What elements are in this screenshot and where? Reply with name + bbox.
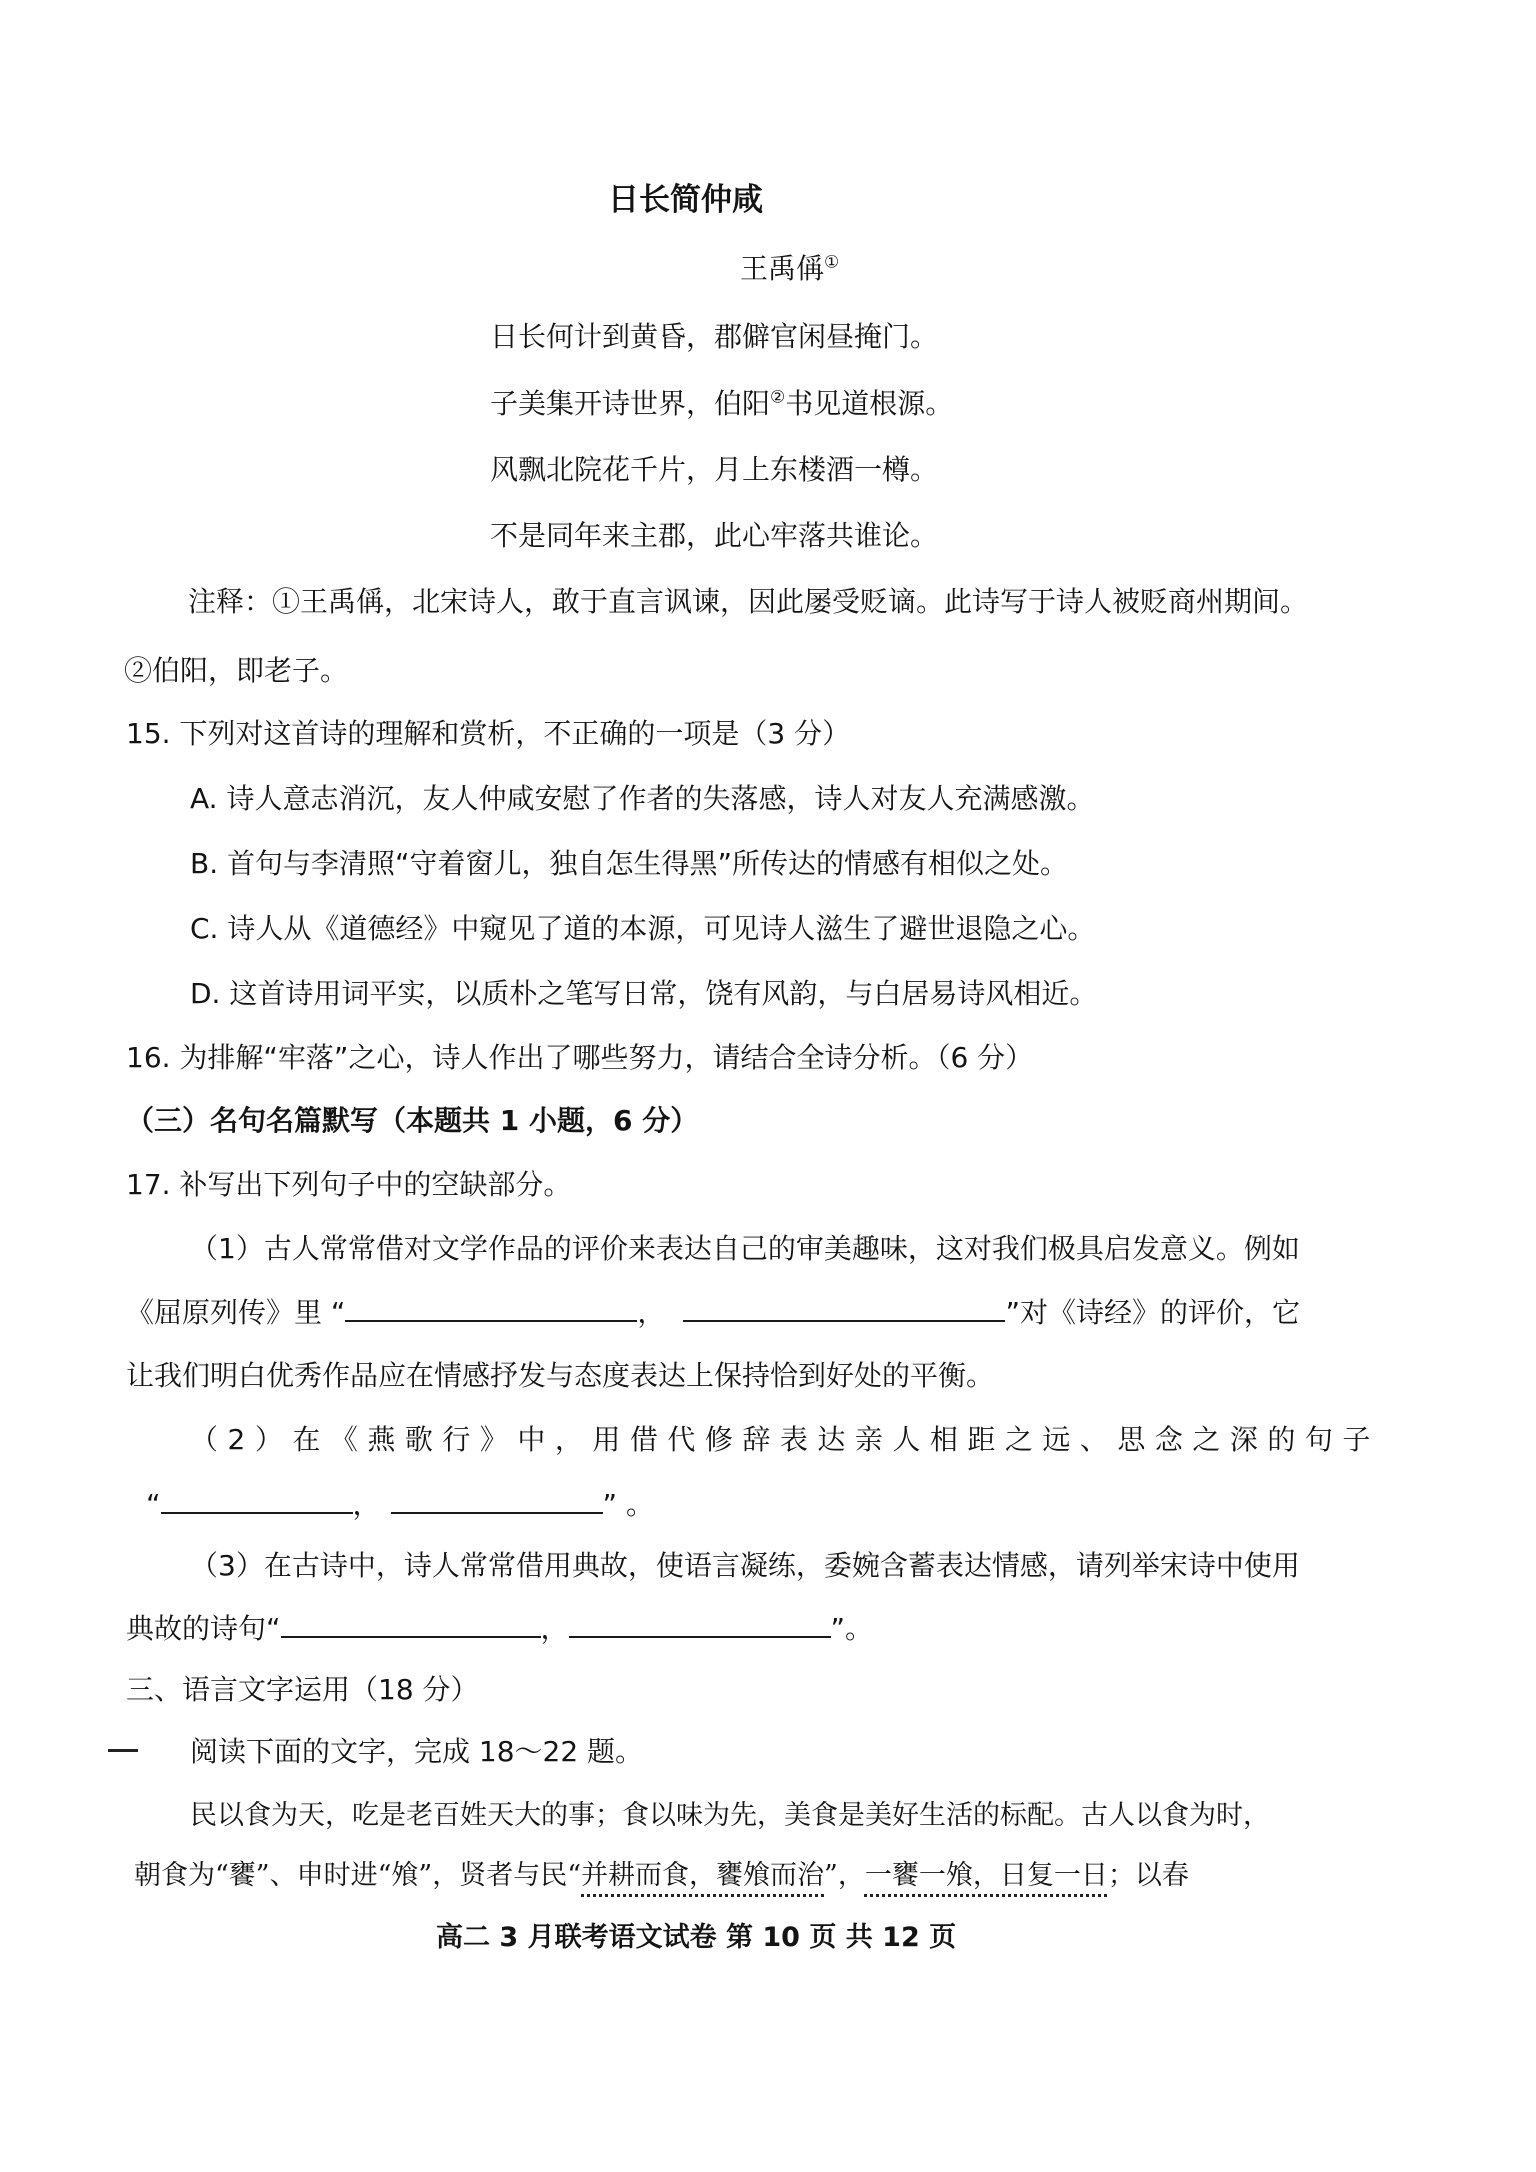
q17-p3-text-c: ”。 (830, 1612, 874, 1645)
q17-p2-text-c: ” 。 (602, 1488, 654, 1521)
q17-p3-text-a: 典故的诗句“ (126, 1612, 281, 1645)
notes-line-1: 注释：①王禹偁，北宋诗人，敢于直言讽谏，因此屡受贬谪。此诗写于诗人被贬商州期间。 (188, 585, 1309, 618)
q17-p3-text-b: ， (540, 1612, 569, 1645)
q17-p2-text-b: ， (352, 1488, 381, 1521)
poem-line-2-a: 子美集开诗世界，伯阳 (490, 387, 771, 420)
q17-p1-text-a: 《屈原列传》里 “ (126, 1296, 346, 1329)
q15-option-b: B. 首句与李清照“守着窗儿，独自怎生得黑”所传达的情感有相似之处。 (190, 847, 1069, 880)
part-3-heading: 三、语言文字运用（18 分） (126, 1673, 479, 1706)
poem-line-2 (490, 384, 953, 424)
q17-p2-line-1: （2）在《燕歌行》中，用借代修辞表达亲人相距之远、思念之深的句子 (190, 1423, 1380, 1456)
poem-line-2-mark: ② (770, 387, 786, 408)
q17-p1-line-2 (126, 1292, 1300, 1333)
q17-p3-line-2 (126, 1608, 873, 1649)
q17-p1-text-c: ”对《诗经》的评价，它 (1005, 1296, 1300, 1329)
q17-p3-blank-1[interactable] (281, 1608, 541, 1638)
q17-p2-blank-2[interactable] (391, 1484, 603, 1514)
q16-stem: 16. 为排解“牢落”之心，诗人作出了哪些努力，请结合全诗分析。（6 分） (126, 1041, 1034, 1074)
q17-p1-blank-2[interactable] (683, 1292, 1005, 1322)
q17-p2-text-a: “ (146, 1488, 161, 1521)
passage-dotted-phrase-1: 并耕而食，饔飧而治 (581, 1860, 825, 1891)
passage-line-2-a: 朝食为“饔”、申时进“飧”，贤者与民“ (134, 1860, 582, 1891)
q15-stem: 15. 下列对这首诗的理解和赏析，不正确的一项是（3 分） (126, 717, 851, 750)
q17-stem: 17. 补写出下列句子中的空缺部分。 (126, 1168, 572, 1201)
q17-p1-line-1: （1）古人常常借对文学作品的评价来表达自己的审美趣味，这对我们极具启发意义。例如 (190, 1232, 1300, 1265)
q15-option-c: C. 诗人从《道德经》中窥见了道的本源，可见诗人滋生了避世退隐之心。 (190, 912, 1096, 945)
section-3-heading: （三）名句名篇默写（本题共 1 小题，6 分） (126, 1104, 699, 1137)
q17-p1-blank-1[interactable] (345, 1292, 637, 1322)
q17-p1-line-3: 让我们明白优秀作品应在情感抒发与态度表达上保持恰到好处的平衡。 (126, 1359, 995, 1392)
notes-line-2: ②伯阳，即老子。 (124, 654, 349, 687)
poem-line-1: 日长何计到黄昏，郡僻官闲昼掩门。 (490, 320, 939, 353)
margin-dash-mark (108, 1749, 138, 1752)
q15-option-a: A. 诗人意志消沉，友人仲咸安慰了作者的失落感，诗人对友人充满感激。 (190, 782, 1095, 815)
q17-p2-blank-1[interactable] (161, 1484, 353, 1514)
page-footer: 高二 3 月联考语文试卷 第 10 页 共 12 页 (436, 1922, 957, 1953)
q15-option-d: D. 这首诗用词平实，以质朴之笔写日常，饶有风韵，与白居易诗风相近。 (190, 977, 1098, 1010)
passage-dotted-phrase-2: 一饔一飧，日复一日 (864, 1860, 1108, 1891)
poem-line-2-b: 书见道根源。 (785, 387, 954, 420)
poem-line-4: 不是同年来主郡，此心牢落共谁论。 (490, 519, 939, 552)
q17-p2-line-2 (146, 1484, 654, 1525)
poem-title: 日长简仲咸 (608, 182, 763, 218)
author-note-mark: ① (824, 252, 840, 273)
passage-line-2 (134, 1856, 1189, 1896)
poem-line-3: 风飘北院花千片，月上东楼酒一樽。 (490, 453, 939, 486)
q17-p3-blank-2[interactable] (569, 1608, 831, 1638)
passage-line-1: 民以食为天，吃是老百姓天大的事；食以味为先，美食是美好生活的标配。古人以食为时， (190, 1800, 1270, 1831)
q17-p3-line-1: （3）在古诗中，诗人常常借用典故，使语言凝练，委婉含蓄表达情感，请列举宋诗中使用 (190, 1549, 1300, 1582)
passage-line-2-c: ”， (824, 1860, 865, 1891)
passage-line-2-e: ；以春 (1107, 1860, 1189, 1891)
poem-author-name: 王禹偁 (740, 252, 825, 285)
part-3-instruction: 阅读下面的文字，完成 18～22 题。 (190, 1735, 644, 1768)
poem-author (740, 249, 839, 289)
q17-p1-text-b: ， (637, 1296, 666, 1329)
